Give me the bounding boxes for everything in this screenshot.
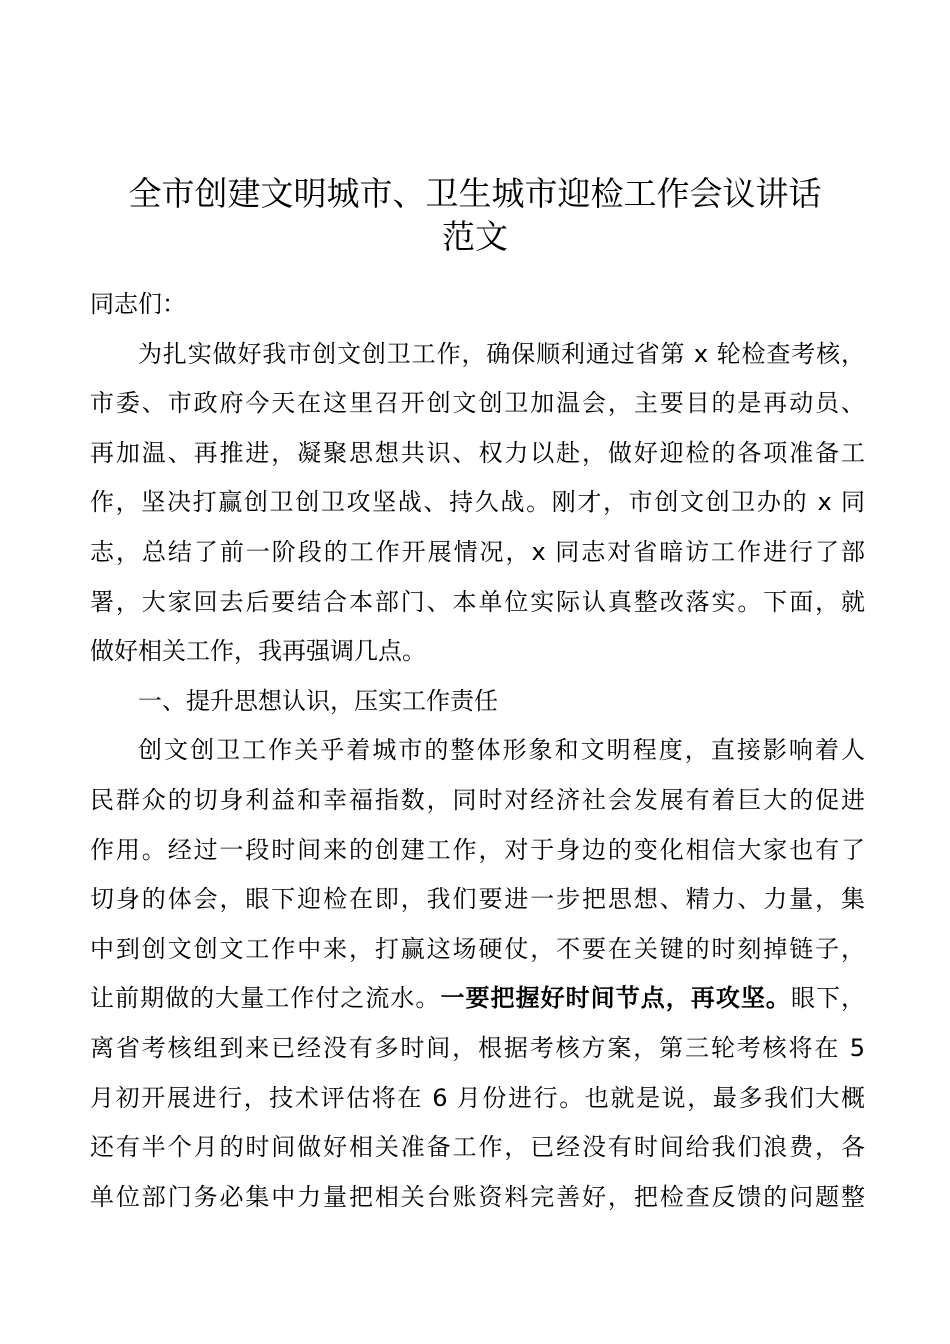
paragraph-1-line: 作，坚决打赢创卫创卫攻坚战、持久战。刚才，市创文创卫办的 x 同	[90, 488, 865, 517]
title-line-2: 范文	[442, 217, 508, 256]
paragraph-2-line: 还有半个月的时间做好相关准备工作，已经没有时间给我们浪费，各	[90, 1133, 865, 1162]
emphasis-text: 一要把握好时间节点，再攻坚。	[440, 984, 791, 1013]
paragraph-2-text: 让前期做的大量工作付之流水。	[90, 984, 441, 1013]
paragraph-1-line: 署，大家回去后要结合本部门、本单位实际认真整改落实。下面，就	[90, 587, 865, 616]
section-heading-1: 一、提升思想认识，压实工作责任	[138, 686, 498, 715]
paragraph-2-line: 切身的体会，眼下迎检在即，我们要进一步把思想、精力、力量，集	[90, 885, 865, 914]
document-title	[90, 172, 860, 258]
paragraph-2-line: 民群众的切身利益和幸福指数，同时对经济社会发展有着巨大的促进	[90, 785, 865, 814]
paragraph-1	[90, 330, 865, 677]
paragraph-2	[90, 726, 865, 1222]
title-line-1: 全市创建文明城市、卫生城市迎检工作会议讲话	[128, 174, 822, 213]
paragraph-2-line: 创文创卫工作关乎着城市的整体形象和文明程度，直接影响着人	[138, 736, 865, 765]
paragraph-2-text: 眼下，	[790, 984, 866, 1013]
paragraph-2-line: 中到创文创文工作中来，打赢这场硬仗，不要在关键的时刻掉链子，	[90, 934, 865, 963]
document-body	[90, 280, 865, 1222]
paragraph-1-line: 再加温、再推进，凝聚思想共识、权力以赴，做好迎检的各项准备工	[90, 438, 865, 467]
paragraph-2-line: 单位部门务必集中力量把相关台账资料完善好，把检查反馈的问题整	[90, 1182, 865, 1211]
paragraph-2-line-mixed	[90, 974, 865, 1024]
paragraph-2-line: 月初开展进行，技术评估将在 6 月份进行。也就是说，最多我们大概	[90, 1083, 865, 1112]
paragraph-2-line: 作用。经过一段时间来的创建工作，对于身边的变化相信大家也有了	[90, 835, 865, 864]
paragraph-2-line: 离省考核组到来已经没有多时间，根据考核方案，第三轮考核将在 5	[90, 1033, 865, 1062]
paragraph-1-line: 志，总结了前一阶段的工作开展情况，x 同志对省暗访工作进行了部	[90, 537, 865, 566]
salutation: 同志们：	[90, 290, 186, 318]
paragraph-1-line: 市委、市政府今天在这里召开创文创卫加温会，主要目的是再动员、	[90, 389, 865, 418]
paragraph-1-line: 为扎实做好我市创文创卫工作，确保顺利通过省第 x 轮检查考核，	[138, 339, 865, 368]
paragraph-1-line: 做好相关工作，我再强调几点。	[90, 637, 426, 666]
